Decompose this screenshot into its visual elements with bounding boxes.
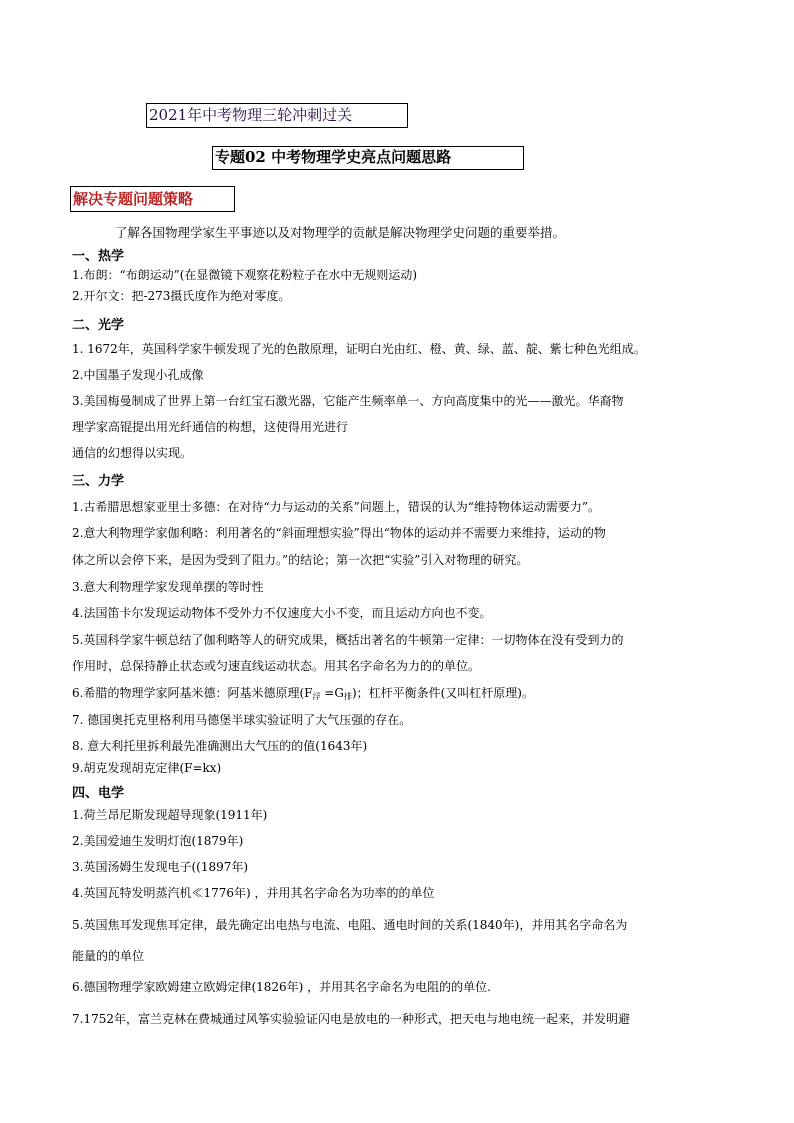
list-item: 1.布朗：“布朗运动”(在显微镜下观察花粉粒子在水中无规则运动) [72,268,418,282]
list-item: 7.1752年，富兰克林在费城通过风筝实验验证闪电是放电的一种形式，把天电与地电统一起来，并发明避 [72,1012,630,1026]
list-item: 1.荷兰昂尼斯发现超导现象(1911年) [72,808,268,822]
list-item: 2.中国墨子发现小孔成像 [72,368,204,382]
section-heading-mechanics: 三、力学 [72,474,125,489]
list-item: 7. 德国奥托克里格利用马德堡半球实验证明了大气压强的存在。 [72,713,412,727]
section-heading-optics: 二、光学 [72,318,125,333]
strategy-heading: 解决专题问题策略 [70,186,235,212]
intro-paragraph: 了解各国物理学家生平事迹以及对物理学的贡献是解决物理学史问题的重要举措。 [115,225,566,240]
topic-title: 专题02 中考物理学史亮点问题思路 [212,146,524,170]
list-item: 1.古希腊思想家亚里士多德：在对待“力与运动的关系”问题上，错误的认为“维持物体运动需要力”。 [72,500,600,514]
list-item: 2.开尔文：把-273摄氏度作为绝对零度。 [72,289,291,303]
list-item: 5.英国科学家牛顿总结了伽利略等人的研究成果，概括出著名的牛顿第一定律：一切物体在没有受到力的 [72,633,624,647]
archimedes-mid: =G [320,686,344,700]
list-item: 能量的的单位 [72,949,145,963]
list-item: 作用时，总保持静止状态或匀速直线运动状态。用其名字命名为力的的单位。 [72,659,481,673]
document-title: 2021年中考物理三轮冲刺过关 [146,103,408,128]
list-item: 2.意大利物理学家伽利略：利用著名的“斜面理想实验”得出“物体的运动并不需要力来维持，运动的物 [72,526,606,540]
list-item [72,684,534,702]
list-item: 通信的幻想得以实现。 [72,446,193,460]
list-item: 体之所以会停下来，是因为受到了阻力。”的结论；第一次把“实验”引入对物理的研究。 [72,553,529,567]
list-item: 5.英国焦耳发现焦耳定律，最先确定出电热与电流、电阻、通电时间的关系(1840年)，并用其名字命名为 [72,918,628,932]
archimedes-text: 6.希腊的物理学家阿基米德：阿基米德原理(F [72,686,313,700]
list-item: 3.意大利物理学家发现单摆的等时性 [72,580,264,594]
section-heading-heat: 一、热学 [72,249,125,264]
list-item: 9.胡克发现胡克定律(F=kx) [72,761,222,775]
list-item: 3.英国汤姆生发现电子((1897年) [72,860,249,874]
list-item: 4.英国瓦特发明蒸汽机≪1776年) ，并用其名字命名为功率的的单位 [72,886,435,900]
list-item: 6.德国物理学家欧姆建立欧姆定律(1826年) ，并用其名字命名为电阻的的单位. [72,980,491,994]
list-item: 理学家高锟提出用光纤通信的构想，这使得用光进行 [72,420,349,434]
list-item: 1. 1672年，英国科学家牛顿发现了光的色散原理，证明白光由红、橙、黄、绿、蓝、靛、紫七种色光组成。 [72,342,646,356]
list-item: 8. 意大利托里拆利最先准确测出大气压的的值(1643年) [72,739,368,753]
subscript-float: 浮 [312,692,321,701]
section-heading-electricity: 四、电学 [72,786,125,801]
list-item: 3.美国梅曼制成了世界上第一台红宝石激光器，它能产生频率单一、方向高度集中的光——激光。华裔物 [72,394,624,408]
list-item: 2.美国爱迪生发明灯泡(1879年) [72,834,244,848]
subscript-displaced: 排 [343,692,352,701]
list-item: 4.法国笛卡尔发现运动物体不受外力不仅速度大小不变，而且运动方向也不变。 [72,606,492,620]
archimedes-tail: )；杠杆平衡条件(又叫杠杆原理)。 [351,686,534,700]
